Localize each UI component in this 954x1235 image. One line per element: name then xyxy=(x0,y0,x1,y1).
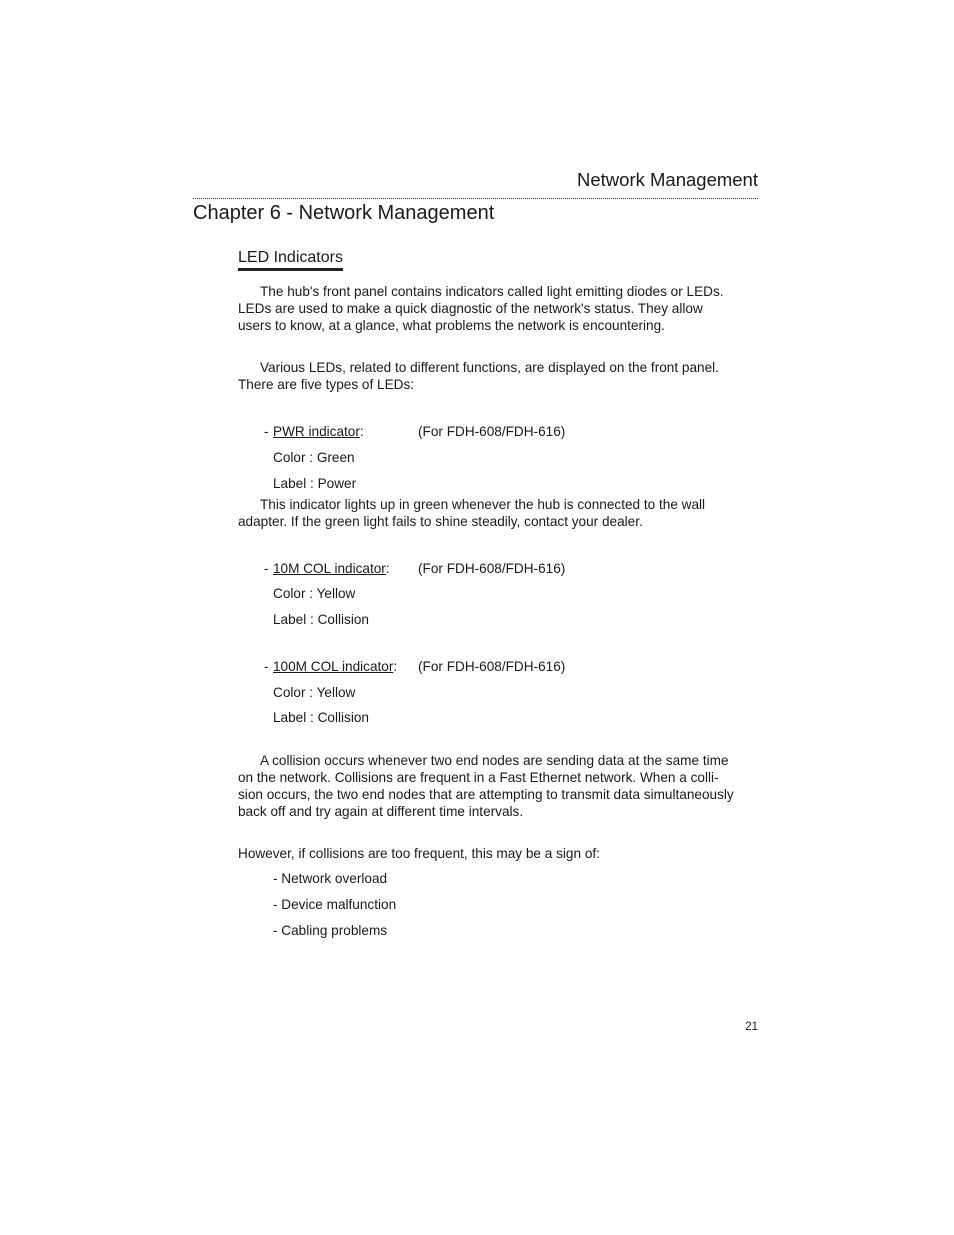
pwr-description xyxy=(238,496,758,530)
indicator-dash: - xyxy=(264,424,269,439)
indicator-color: Color : Yellow xyxy=(273,685,356,700)
section-title: LED Indicators xyxy=(238,249,343,271)
indicator-color: Color : Yellow xyxy=(273,586,356,601)
paragraph-line: back off and try again at different time intervals. xyxy=(238,804,524,819)
indicator-colon: : xyxy=(385,561,390,576)
chapter-title: Chapter 6 - Network Management xyxy=(193,202,495,224)
paragraph-line: users to know, at a glance, what problems the network is encountering. xyxy=(238,318,665,333)
list-item: - Network overload xyxy=(273,871,388,886)
paragraph-line: However, if collisions are too frequent, this may be a sign of: xyxy=(238,846,600,861)
indicator-colon: : xyxy=(359,424,364,439)
paragraph-line: LEDs are used to make a quick diagnostic of the network's status. They allow xyxy=(238,301,703,316)
frequent-intro xyxy=(238,845,758,862)
indicator-model: (For FDH-608/FDH-616) xyxy=(418,424,566,439)
paragraph-line: on the network. Collisions are frequent in a Fast Ethernet network. When a colli- xyxy=(238,770,719,785)
indicator-label: Label : Collision xyxy=(273,612,369,627)
indicator-model: (For FDH-608/FDH-616) xyxy=(418,659,566,674)
list-item: - Device malfunction xyxy=(273,897,397,912)
indicator-name: 100M COL indicator xyxy=(273,659,394,674)
paragraph-line: A collision occurs whenever two end nodes are sending data at the same time xyxy=(260,753,729,768)
paragraph-line: adapter. If the green light fails to shine steadily, contact your dealer. xyxy=(238,514,643,529)
intro-paragraph-1 xyxy=(238,283,758,334)
indicator-dash: - xyxy=(264,659,269,674)
indicator-colon: : xyxy=(393,659,398,674)
indicator-heading xyxy=(273,560,390,577)
paragraph-line: There are five types of LEDs: xyxy=(238,377,415,392)
running-header: Network Management xyxy=(577,169,758,190)
indicator-heading xyxy=(273,658,397,675)
paragraph-line: sion occurs, the two end nodes that are attempting to transmit data simultaneously xyxy=(238,787,734,802)
paragraph-line: The hub's front panel contains indicators called light emitting diodes or LEDs. xyxy=(260,284,724,299)
indicator-name: PWR indicator xyxy=(273,424,360,439)
indicator-color: Color : Green xyxy=(273,450,355,465)
indicator-label: Label : Power xyxy=(273,476,357,491)
indicator-model: (For FDH-608/FDH-616) xyxy=(418,561,566,576)
header-divider xyxy=(193,198,758,199)
indicator-dash: - xyxy=(264,561,269,576)
intro-paragraph-2 xyxy=(238,359,758,393)
collision-description xyxy=(238,752,758,820)
indicator-label: Label : Collision xyxy=(273,710,369,725)
paragraph-line: Various LEDs, related to different functions, are displayed on the front panel. xyxy=(260,360,719,375)
indicator-heading xyxy=(273,423,364,440)
list-item: - Cabling problems xyxy=(273,923,388,938)
indicator-name: 10M COL indicator xyxy=(273,561,386,576)
paragraph-line: This indicator lights up in green whenever the hub is connected to the wall xyxy=(260,497,706,512)
page-number: 21 xyxy=(745,1021,758,1033)
